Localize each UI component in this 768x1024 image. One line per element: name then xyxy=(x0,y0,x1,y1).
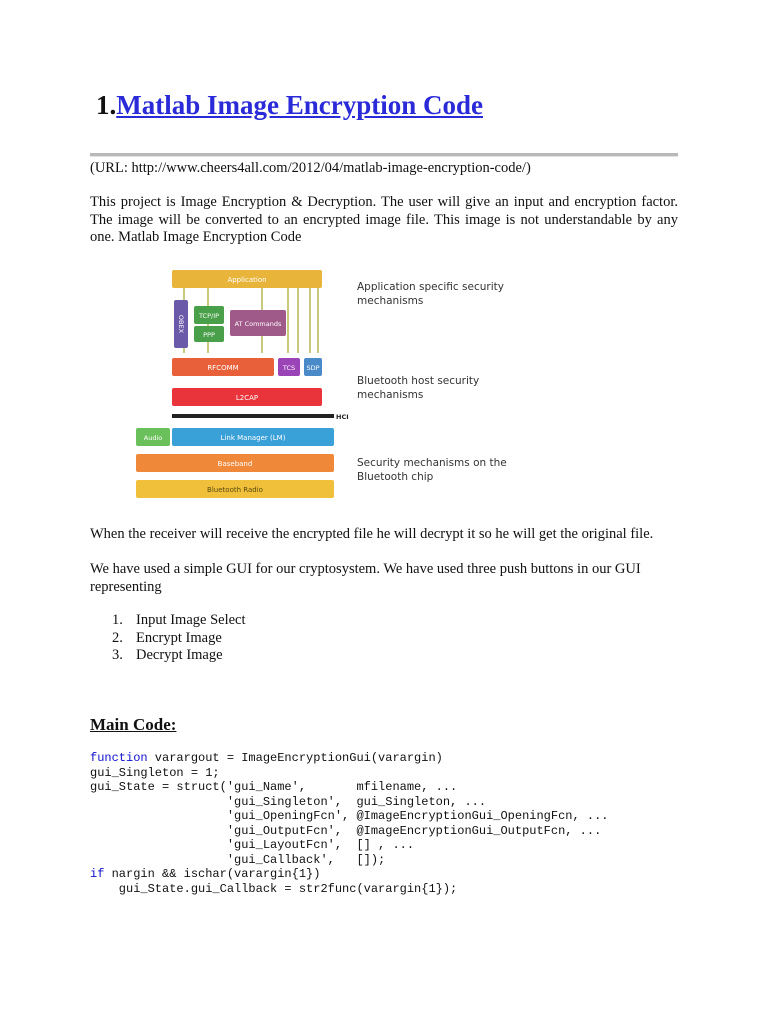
list-text: Decrypt Image xyxy=(136,647,223,663)
code-keyword: if xyxy=(90,867,105,881)
code-line: 'gui_OpeningFcn', @ImageEncryptionGui_OpeningFcn, ... xyxy=(90,809,609,823)
ppp-label: PPP xyxy=(203,331,215,339)
baseband-label: Baseband xyxy=(217,460,253,468)
code-line: nargin && ischar(varargin{1}) xyxy=(104,867,321,881)
host-security-label-1: Bluetooth host security xyxy=(357,375,480,387)
section-title: Main Code: xyxy=(90,715,177,734)
code-keyword: function xyxy=(90,751,148,765)
obex-label: OBEX xyxy=(177,314,185,334)
code-line: 'gui_Callback', []); xyxy=(90,852,386,867)
list-item xyxy=(112,612,246,630)
gui-paragraph: We have used a simple GUI for our cryptosystem. We have used three push buttons in our GUI representing xyxy=(90,561,641,595)
audio-label: Audio xyxy=(143,434,163,442)
title-link[interactable]: Matlab Image Encryption Code xyxy=(116,90,483,120)
list-text: Input Image Select xyxy=(136,612,246,628)
list-item xyxy=(112,647,246,665)
at-commands-label: AT Commands xyxy=(234,320,282,328)
app-security-label-1: Application specific security xyxy=(357,281,504,293)
tcs-label: TCS xyxy=(282,364,296,372)
app-security-label-2: mechanisms xyxy=(357,295,424,307)
hci-bar xyxy=(172,414,334,418)
hci-label: HCI xyxy=(336,413,349,421)
application-label: Application xyxy=(227,276,267,284)
code-line: gui_State = struct('gui_Name', mfilename, ... xyxy=(90,780,458,794)
rfcomm-label: RFCOMM xyxy=(207,364,239,372)
code-line: gui_Singleton = 1; xyxy=(90,765,220,780)
list-number: 3. xyxy=(112,647,123,663)
button-list xyxy=(112,612,246,665)
horizontal-rule xyxy=(90,153,678,157)
receiver-paragraph: When the receiver will receive the encrypted file he will decrypt it so he will get the original file. xyxy=(90,526,654,542)
code-line: varargout = ImageEncryptionGui(varargin) xyxy=(147,751,443,765)
page-title xyxy=(96,90,483,121)
list-item xyxy=(112,630,246,648)
code-line: 'gui_Singleton', gui_Singleton, ... xyxy=(90,794,487,809)
radio-label: Bluetooth Radio xyxy=(207,486,263,494)
code-block xyxy=(90,751,608,896)
code-line: 'gui_LayoutFcn', [] , ... xyxy=(90,838,415,852)
list-number: 2. xyxy=(112,629,123,646)
l2cap-label: L2CAP xyxy=(235,394,259,402)
host-security-label-2: mechanisms xyxy=(357,389,424,401)
intro-paragraph: This project is Image Encryption & Decryption. The user will give an input and encryption factor. The image will be converted to an encrypted image file. This image is not understandable by any one. Matlab Image Encryption Code xyxy=(90,194,678,245)
title-number: 1. xyxy=(96,90,117,120)
sdp-label: SDP xyxy=(306,364,320,372)
bluetooth-architecture-figure xyxy=(112,258,532,508)
list-text: Encrypt Image xyxy=(136,629,222,646)
list-number: 1. xyxy=(112,612,123,628)
link-manager-label: Link Manager (LM) xyxy=(220,434,286,442)
tcpip-label: TCP/IP xyxy=(198,312,220,320)
code-line: 'gui_OutputFcn', @ImageEncryptionGui_OutputFcn, ... xyxy=(90,823,602,838)
code-line: gui_State.gui_Callback = str2func(varargin{1}); xyxy=(90,881,458,896)
url-line: (URL: http://www.cheers4all.com/2012/04/matlab-image-encryption-code/) xyxy=(90,160,531,176)
chip-security-label-2: Bluetooth chip xyxy=(357,471,434,483)
chip-security-label-1: Security mechanisms on the xyxy=(357,457,507,469)
